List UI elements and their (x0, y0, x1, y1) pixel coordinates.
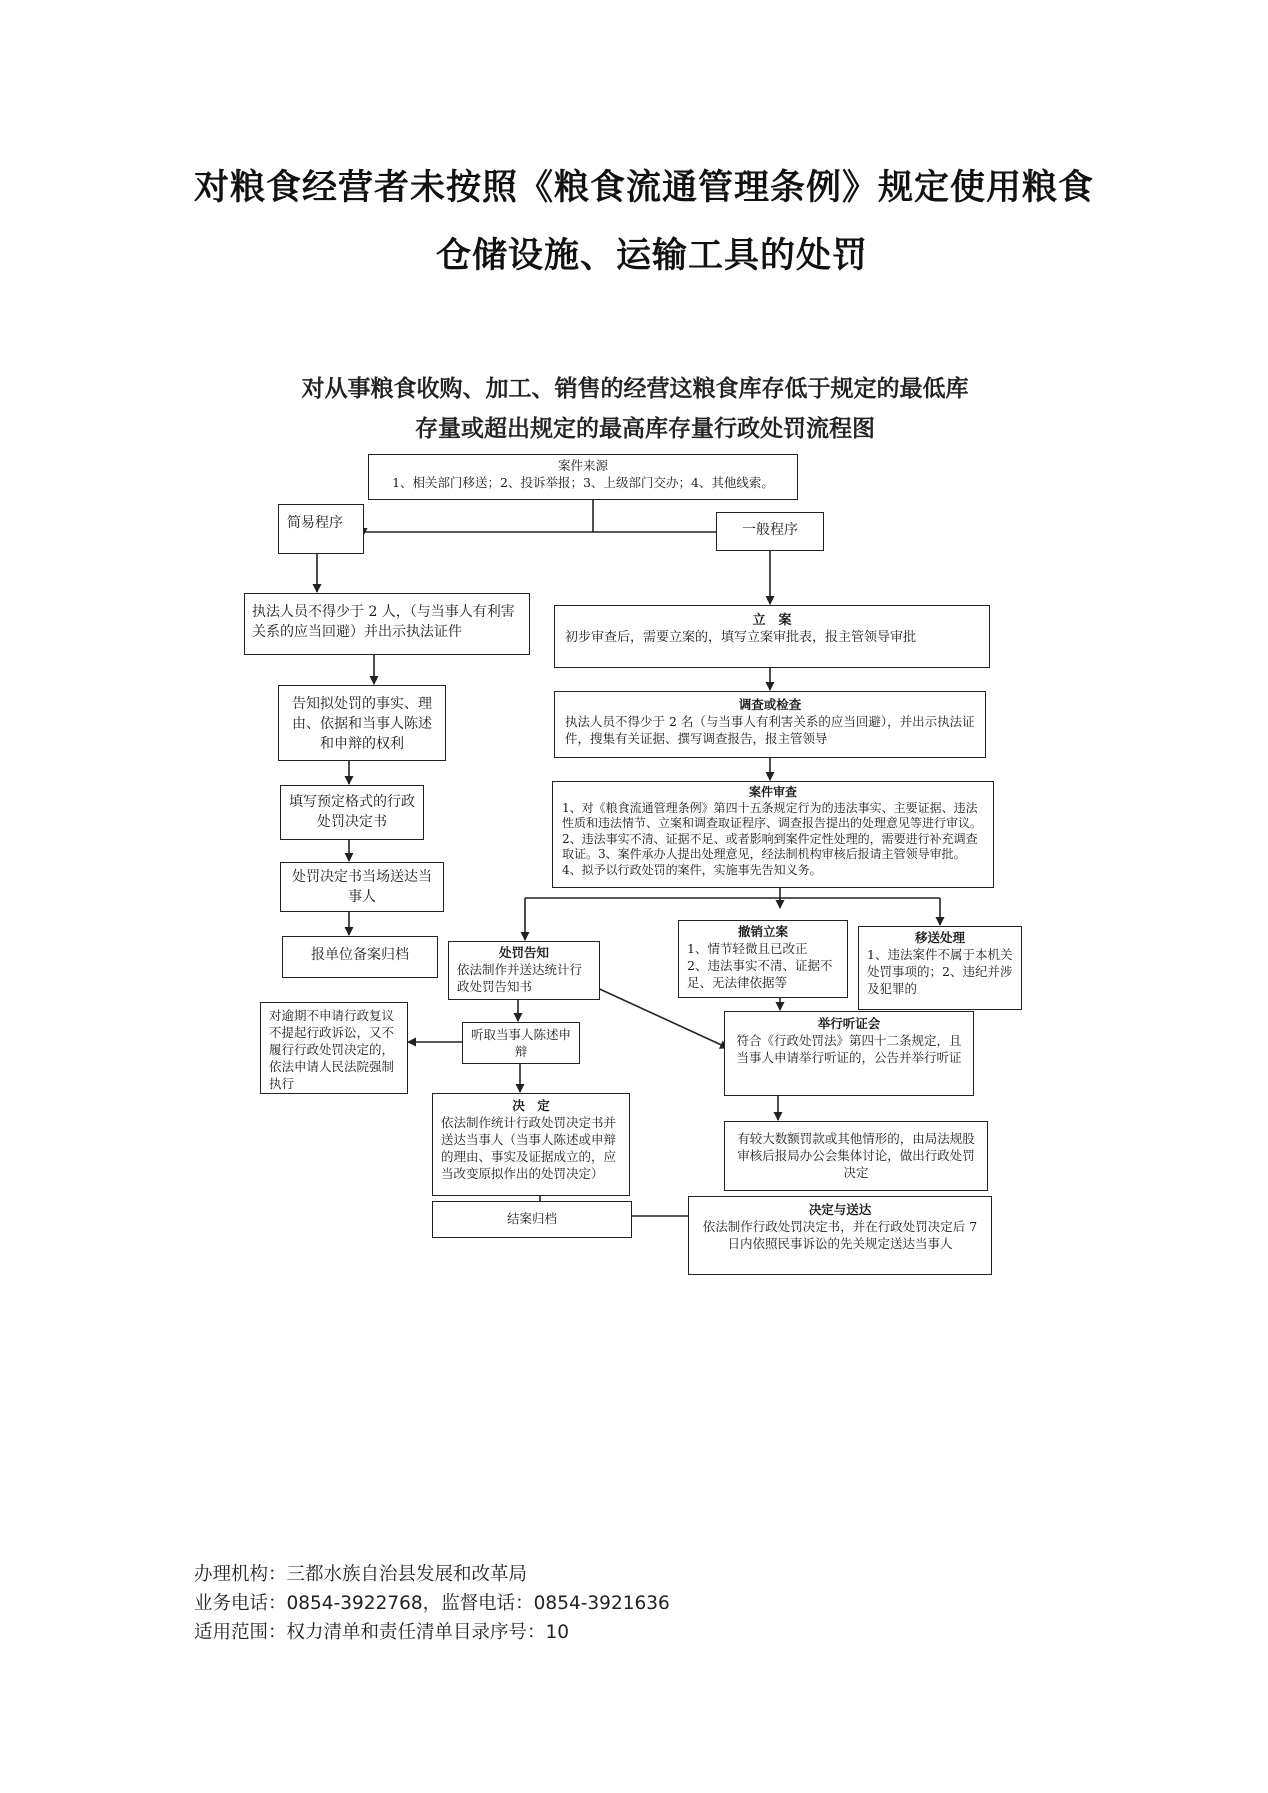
collective-discussion-box (724, 1121, 988, 1191)
decision-delivery-title: 决定与送达 (808, 1202, 872, 1217)
flowchart-title-line-2: 存量或超出规定的最高库存量行政处罚流程图 (415, 416, 875, 442)
filing-title: 立 案 (752, 613, 792, 628)
hearing-box (724, 1011, 974, 1096)
simple-step-archive-text: 报单位备案归档 (311, 947, 409, 963)
footer-scope: 适用范围：权力清单和责任清单目录序号：10 (194, 1622, 570, 1643)
transfer-title: 移送处理 (914, 930, 965, 945)
footer-agency: 办理机构：三都水族自治县发展和改革局 (194, 1564, 528, 1585)
investigation-title: 调查或检查 (738, 697, 802, 712)
document-title-line-2: 仓储设施、运输工具的处罚 (435, 235, 868, 276)
simple-procedure-label: 简易程序 (287, 515, 343, 531)
decision-delivery-text: 依法制作行政处罚决定书，并在行政处罚决定后 7 日内依照民事诉讼的先关规定送达当事人 (702, 1219, 978, 1251)
simple-step-deliver-box (280, 862, 444, 912)
hear-statement-text: 听取当事人陈述申辩 (471, 1027, 572, 1059)
enforcement-box (260, 1002, 408, 1094)
enforcement-text: 对逾期不申请行政复议不提起行政诉讼，又不履行行政处罚决定的，依法申请人民法院强制执行 (269, 1008, 395, 1091)
investigation-text: 执法人员不得少于 2 名（与当事人有利害关系的应当回避），并出示执法证件，搜集有关证据、撰写调查报告，报主管领导 (565, 714, 975, 746)
general-procedure-box (716, 512, 824, 551)
simple-step-fill-decision-box (280, 785, 424, 840)
cancel-filing-box (678, 920, 848, 998)
simple-procedure-box (278, 504, 364, 554)
simple-step-fill-decision-text: 填写预定格式的行政处罚决定书 (289, 794, 415, 830)
hearing-text: 符合《行政处罚法》第四十二条规定，且当事人申请举行听证的，公告并举行听证 (736, 1033, 962, 1065)
simple-step-officers-text: 执法人员不得少于 2 人，（与当事人有利害关系的应当回避）并出示执法证件 (252, 604, 515, 640)
footer-phones: 业务电话：0854-3922768，监督电话：0854-3921636 (194, 1593, 670, 1614)
cancel-filing-text: 1、情节轻微且已改正 2、违法事实不清、证据不足、无法律依据等 (687, 941, 833, 990)
case-archive-text: 结案归档 (506, 1211, 557, 1226)
flowchart-title-line-1: 对从事粮食收购、加工、销售的经营这粮食库存低于规定的最低库 (301, 376, 969, 402)
cancel-filing-title: 撤销立案 (737, 924, 788, 939)
document-title-line-1: 对粮食经营者未按照《粮食流通管理条例》规定使用粮食 (193, 167, 1094, 208)
footer-info (194, 1560, 670, 1647)
simple-step-archive-box (282, 936, 438, 978)
filing-text: 初步审查后，需要立案的，填写立案审批表，报主管领导审批 (565, 630, 917, 645)
flowchart-scan (200, 308, 1070, 1318)
hear-statement-box (462, 1022, 580, 1064)
decision-box (432, 1093, 630, 1196)
investigation-box (554, 691, 986, 758)
collective-discussion-text: 有较大数额罚款或其他情形的，由局法规股审核后报局办公会集体讨论，做出行政处罚决定 (737, 1131, 975, 1180)
case-review-box (552, 781, 994, 888)
decision-text: 依法制作统计行政处罚决定书并送达当事人（当事人陈述或申辩的理由、事实及证据成立的，应当改变原拟作出的处罚决定） (441, 1115, 617, 1181)
penalty-notice-text: 依法制作并送达统计行政处罚告知书 (457, 962, 583, 994)
transfer-text: 1、违法案件不属于本机关处罚事项的；2、违纪并涉及犯罪的 (867, 947, 1013, 996)
case-review-text: 1、对《粮食流通管理条例》第四十五条规定行为的违法事实、主要证据、违法性质和违法情节、立案和调查取证程序、调查报告提出的处理意见等进行审议。2、违法事实不清、证据不足、或者影响到案件定性处理的，需要进行补充调查取证。3、案件承办人提出处理意见，经法制机构审核后报请主管领导审批。4、拟予以行政处罚的案件，实施事先告知义务。 (562, 800, 983, 877)
penalty-notice-box (448, 941, 600, 1000)
case-archive-box (432, 1201, 632, 1238)
decision-title: 决 定 (512, 1098, 550, 1113)
general-procedure-label: 一般程序 (742, 522, 798, 538)
penalty-notice-title: 处罚告知 (498, 945, 549, 960)
transfer-box (858, 926, 1022, 1010)
simple-step-officers-box (244, 593, 530, 655)
case-source-text: 1、相关部门移送；2、投诉举报；3、上级部门交办；4、其他线索。 (392, 475, 774, 490)
case-source-title: 案件来源 (557, 458, 608, 473)
simple-step-deliver-text: 处罚决定书当场送达当事人 (292, 869, 432, 905)
decision-delivery-box (688, 1196, 992, 1275)
hearing-title: 举行听证会 (817, 1016, 881, 1031)
simple-step-inform-text: 告知拟处罚的事实、理由、依据和当事人陈述和申辩的权利 (292, 696, 432, 752)
simple-step-inform-box (278, 685, 446, 761)
filing-box (554, 605, 990, 668)
case-source-box (368, 454, 798, 500)
case-review-title: 案件审查 (748, 785, 797, 799)
